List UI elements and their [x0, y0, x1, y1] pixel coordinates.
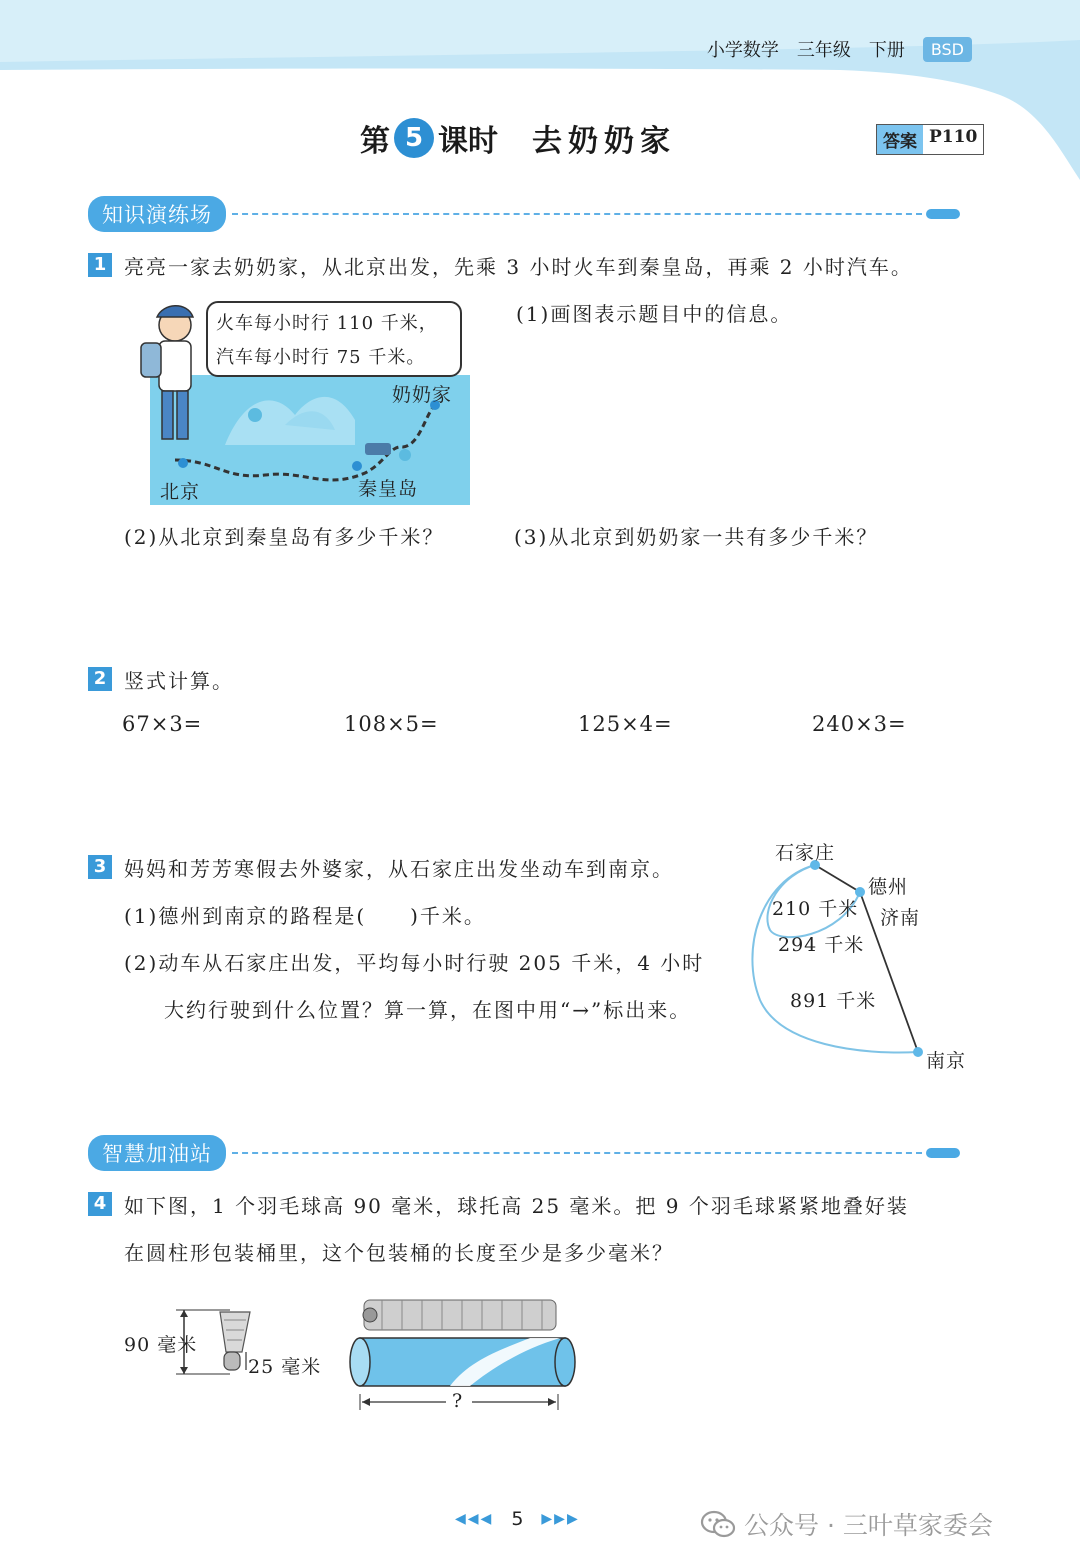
section-bonus-title: 智慧加油站: [88, 1135, 226, 1171]
calc-item-3: 125×4=: [578, 712, 673, 736]
pen-icon: [926, 209, 960, 219]
question-number-3: 3: [88, 855, 112, 879]
map-label-jinan: 济南: [880, 907, 921, 929]
question-3-sub-1: (1)德州到南京的路程是( )千米。: [124, 904, 486, 928]
answer-page: P110: [923, 125, 983, 154]
speech-bubble: [206, 301, 462, 377]
page-number: 5: [511, 1508, 524, 1530]
edition-badge: BSD: [923, 37, 972, 62]
lesson-number: 5: [394, 118, 434, 158]
question-number-2: 2: [88, 667, 112, 691]
grade-label: 三年级: [796, 40, 851, 61]
page-footer: [455, 1508, 580, 1530]
header-wave: [0, 0, 1080, 200]
section-bonus-banner: [88, 1136, 960, 1170]
right-arrows-icon: ▶▶▶: [541, 1511, 580, 1527]
question-3-sub-2a: (2)动车从石家庄出发，平均每小时行驶 205 千米，4 小时: [124, 951, 705, 975]
section-divider: [232, 213, 922, 215]
map-distance-294: 294 千米: [778, 934, 865, 956]
shuttlecock-diagram: [120, 1290, 580, 1430]
section-practice-title: 知识演练场: [88, 196, 226, 232]
bubble-car-speed: 汽车每小时行 75 千米。: [216, 347, 426, 368]
bubble-train-speed: 火车每小时行 110 千米，: [216, 313, 438, 334]
term-label: 下册: [868, 40, 905, 61]
answer-label: 答案: [877, 125, 923, 154]
calc-item-4: 240×3=: [812, 712, 907, 736]
question-3-text: 妈妈和芳芳寒假去外婆家，从石家庄出发坐动车到南京。: [124, 857, 674, 881]
map-distance-210: 210 千米: [772, 898, 859, 920]
map-label-dezhou: 德州: [868, 876, 909, 898]
watermark-text: 公众号 · 三叶草家委会: [744, 1511, 993, 1540]
map-label-shijiazhuang: 石家庄: [775, 842, 836, 864]
wechat-icon: [700, 1509, 736, 1539]
question-4-line-1: 如下图，1 个羽毛球高 90 毫米，球托高 25 毫米。把 9 个羽毛球紧紧地叠好装: [124, 1194, 909, 1218]
question-number-1: 1: [88, 253, 112, 277]
header-tags: [707, 36, 972, 62]
lesson-prefix: 第: [360, 124, 390, 159]
question-1-text: 亮亮一家去奶奶家，从北京出发，先乘 3 小时火车到秦皇岛，再乘 2 小时汽车。: [124, 255, 913, 279]
place-grandma-label: 奶奶家: [392, 384, 453, 406]
left-arrows-icon: ◀◀◀: [455, 1511, 494, 1527]
place-beijing-label: 北京: [160, 481, 201, 503]
subject-label: 小学数学: [706, 40, 779, 61]
place-qinhuangdao-label: 秦皇岛: [358, 478, 419, 500]
calc-item-2: 108×5=: [344, 712, 439, 736]
question-3-sub-2b: 大约行驶到什么位置？算一算，在图中用“→”标出来。: [164, 998, 692, 1022]
lesson-name: 去奶奶家: [532, 124, 676, 159]
map-distance-891: 891 千米: [790, 990, 877, 1012]
section-divider: [232, 1152, 922, 1154]
watermark: [700, 1506, 993, 1542]
calc-item-1: 67×3=: [122, 712, 203, 736]
question-1-sub-3: (3)从北京到奶奶家一共有多少千米？: [514, 525, 879, 549]
lesson-suffix: 课时: [438, 124, 498, 159]
question-1-sub-2: (2)从北京到秦皇岛有多少千米？: [124, 525, 445, 549]
base-height-label: 25 毫米: [248, 1356, 322, 1378]
answer-reference: [876, 124, 984, 155]
question-number-4: 4: [88, 1192, 112, 1216]
shuttlecock-height-label: 90 毫米: [124, 1334, 198, 1356]
pen-icon: [926, 1148, 960, 1158]
question-2-text: 竖式计算。: [124, 669, 234, 693]
question-4-line-2: 在圆柱形包装桶里，这个包装桶的长度至少是多少毫米？: [124, 1241, 674, 1265]
section-practice-banner: [88, 197, 960, 231]
question-1-sub-1: (1)画图表示题目中的信息。: [516, 302, 793, 326]
unknown-length-label: ?: [452, 1390, 464, 1412]
map-label-nanjing: 南京: [926, 1050, 967, 1072]
lesson-title: [360, 116, 676, 160]
